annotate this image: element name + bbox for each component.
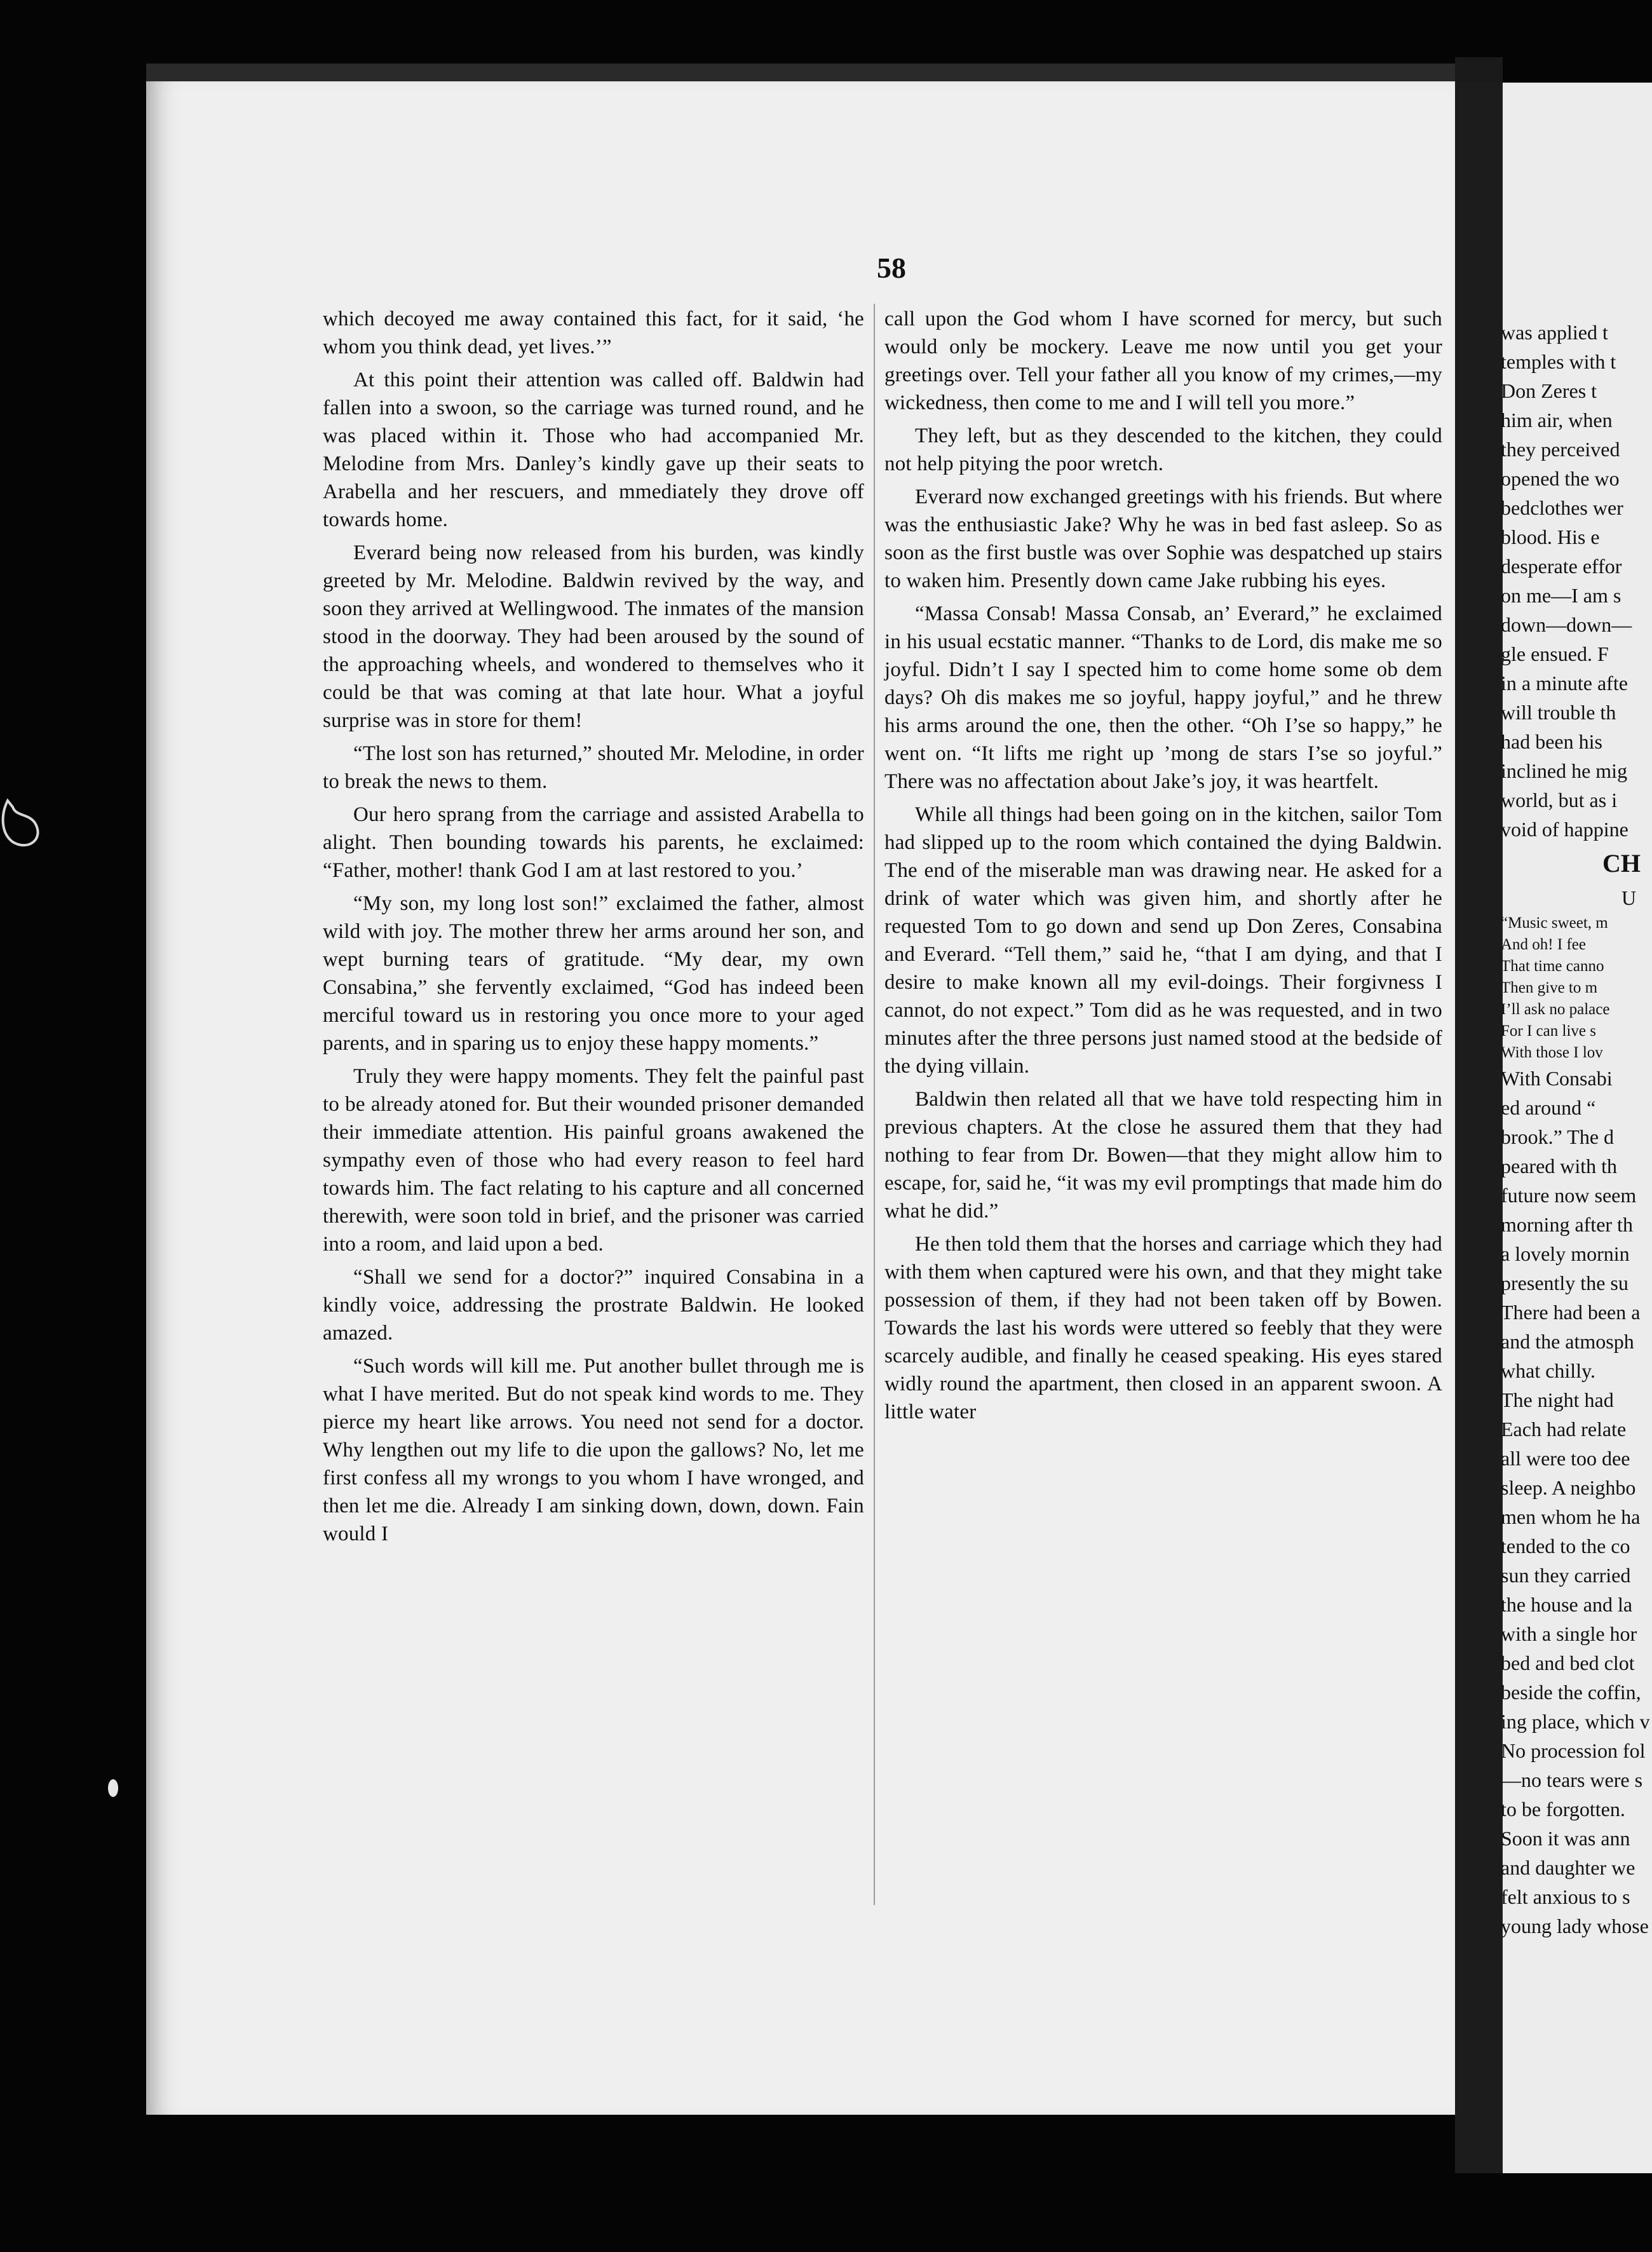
fragment-line: down—down—	[1501, 613, 1632, 636]
right-page-fragment	[1501, 318, 1652, 1941]
fragment-line: Don Zeres t	[1501, 379, 1597, 402]
paragraph: They left, but as they descended to the kitchen, they could not help pitying the poor wretch.	[884, 424, 1442, 475]
fragment-line: ing place, which v	[1501, 1710, 1650, 1733]
fragment-line: ed around “	[1501, 1096, 1596, 1119]
fragment-line: Soon it was ann	[1501, 1827, 1630, 1850]
paragraph: Truly they were happy moments. They felt the painful past to be already atoned for. But their wounded prisoner demanded their immediate attention. His painful groans awakened the sympathy even of those who had every reason to feel hard towards him. The fact relating to his capture and all concerned therewith, were soon told in brief, and the prisoner was carried into a room, and laid upon a bed.	[323, 1065, 864, 1256]
fragment-line: Each had relate	[1501, 1418, 1627, 1441]
fragment-line: opened the wo	[1501, 467, 1620, 490]
fragment-line: tended to the co	[1501, 1535, 1630, 1557]
fragment-line: men whom he ha	[1501, 1505, 1641, 1528]
paragraph: call upon the God whom I have scorned for mercy, but such would only be mockery. Leave me now until you get your greetings over. Tell your father all you know of my crimes,—my wickedness, then come to me and I will tell you more.”	[884, 308, 1442, 414]
verse-line: That time canno	[1501, 958, 1604, 975]
paragraph: “My son, my long lost son!” exclaimed the father, almost wild with joy. The mother threw her arms around her son, and wept burning tears of gratitude. “My dear, my own Consabina,” she fervently exclaimed, “God has indeed been merciful toward us in restoring you once more to your aged parents, and in sparing us to enjoy these happy moments.”	[323, 892, 864, 1055]
fragment-line: morning after th	[1501, 1213, 1633, 1236]
fragment-line: in a minute afte	[1501, 672, 1628, 695]
fragment-line: and the atmosph	[1501, 1330, 1634, 1353]
verse-line: And oh! I fee	[1501, 936, 1586, 953]
fragment-line: to be forgotten.	[1501, 1798, 1625, 1821]
speck	[108, 1779, 118, 1797]
fragment-line: inclined he mig	[1501, 759, 1628, 782]
fragment-line: will trouble th	[1501, 701, 1616, 724]
fragment-line: void of happine	[1501, 818, 1628, 841]
fragment-line: The night had	[1501, 1388, 1614, 1411]
text-column-middle	[884, 305, 1442, 1426]
fragment-line: sun they carried	[1501, 1564, 1631, 1587]
fragment-line: There had been a	[1501, 1301, 1641, 1324]
fragment-line: with a single hor	[1501, 1622, 1637, 1645]
chapter-subheading: U	[1622, 886, 1637, 909]
fragment-line: had been his	[1501, 730, 1602, 753]
column-rule	[874, 304, 875, 1905]
fragment-line: sleep. A neighbo	[1501, 1476, 1636, 1499]
paragraph: At this point their attention was called off. Baldwin had fallen into a swoon, so the carriage was turned round, and he was placed within it. Those who had accompanied Mr. Melodine from Mrs. Danley’s kindly gave up their seats to Arabella and her rescuers, and mmediately they drove off towards home.	[323, 369, 864, 531]
fragment-line: and daughter we	[1501, 1856, 1635, 1879]
verse-line: For I can live s	[1501, 1022, 1596, 1040]
paragraph: “Shall we send for a doctor?” inquired Consabina in a kindly voice, addressing the prostrate Baldwin. He looked amazed.	[323, 1266, 864, 1345]
fragment-line: blood. His e	[1501, 526, 1600, 548]
fragment-line: young lady whose	[1501, 1915, 1649, 1937]
fragment-line: presently the su	[1501, 1272, 1628, 1294]
paragraph: Baldwin then related all that we have told respecting him in previous chapters. At the close he assured them that they had nothing to fear from Dr. Bowen—that they might allow him to escape, for, said he, “it was my evil promptings that made him do what he did.”	[884, 1088, 1442, 1223]
paragraph: which decoyed me away contained this fact, for it said, ‘he whom you think dead, yet lives.’”	[323, 308, 864, 358]
paragraph: He then told them that the horses and carriage which they had with them when captured were his own, and that they might take possession of them, if they had not been taken off by Bowen. Towards the last his words were uttered so feebly that they were scarcely audible, and finally he ceased speaking. His eyes stared widly round the apartment, then closed in an apparent swoon. A little water	[884, 1233, 1442, 1423]
fragment-line: brook.” The d	[1501, 1125, 1615, 1148]
fragment-line: No procession fol	[1501, 1739, 1646, 1762]
fragment-line: a lovely mornin	[1501, 1242, 1630, 1265]
margin-pencil-mark	[0, 794, 51, 851]
page-fold	[1455, 83, 1503, 2173]
paragraph: “The lost son has returned,” shouted Mr. Melodine, in order to break the news to them.	[323, 742, 864, 793]
verse-line: “Music sweet, m	[1501, 914, 1608, 932]
fragment-line: —no tears were s	[1501, 1768, 1643, 1791]
fragment-line: they perceived	[1501, 438, 1620, 461]
fragment-line: was applied t	[1501, 321, 1608, 344]
text-column-left	[323, 305, 864, 1548]
fragment-line: him air, when	[1501, 409, 1613, 431]
fragment-line: future now seem	[1501, 1184, 1637, 1207]
paragraph: “Such words will kill me. Put another bullet through me is what I have merited. But do not speak kind words to me. They pierce my heart like arrows. You need not send for a doctor. Why lengthen out my life to die upon the gallows? No, let me first confess all my wrongs to you whom I have wronged, and then let me die. Already I am sinking down, down, down. Fain would I	[323, 1355, 864, 1545]
fragment-line: gle ensued. F	[1501, 642, 1609, 665]
fragment-line: bed and bed clot	[1501, 1652, 1635, 1674]
paragraph: Everard being now released from his burden, was kindly greeted by Mr. Melodine. Baldwin revived by the way, and soon they arrived at Wellingwood. The inmates of the mansion stood in the doorway. They had been aroused by the sound of the approaching wheels, and wondered to themselves who it could be that was coming at that late hour. What a joyful surprise was in store for them!	[323, 541, 864, 732]
verse-line: Then give to m	[1501, 979, 1598, 996]
paragraph: While all things had been going on in the kitchen, sailor Tom had slipped up to the room which contained the dying Baldwin. The end of the miserable man was drawing near. He asked for a drink of water which was given him, and shortly after he requested Tom to go down and send up Don Zeres, Consabina and Everard. “Tell them,” said he, “that I am dying, and that I desire to make known all my evil-doings. Their forgivness I cannot, do not expect.” Tom did as he was requested, and in two minutes after the three persons just named stood at the bedside of the dying villain.	[884, 803, 1442, 1078]
fragment-line: the house and la	[1501, 1593, 1633, 1616]
page-number: 58	[877, 252, 906, 284]
fragment-line: beside the coffin,	[1501, 1681, 1641, 1704]
chapter-heading: CH	[1602, 849, 1641, 878]
paragraph: Our hero sprang from the carriage and assisted Arabella to alight. Then bounding towards his parents, he exclaimed: “Father, mother! thank God I am at last restored to you.’	[323, 803, 864, 882]
fragment-line: felt anxious to s	[1501, 1885, 1630, 1908]
fragment-line: what chilly.	[1501, 1359, 1595, 1382]
paragraph: “Massa Consab! Massa Consab, an’ Everard,” he exclaimed in his usual ecstatic manner. “Thanks to de Lord, dis make me so joyful. Didn’t I say I spected him to come home some ob dem days? Oh dis makes me so joyful, happy joyful,” and he threw his arms around the one, then the other. “Oh I’se so happy,” he went on. “It lifts me right up ’mong de stars I’se so joyful.” There was no affectation about Jake’s joy, it was heartfelt.	[884, 602, 1442, 793]
fragment-line: With Consabi	[1501, 1067, 1613, 1090]
fragment-line: all were too dee	[1501, 1447, 1630, 1470]
verse-line: I’ll ask no palace	[1501, 1001, 1610, 1018]
verse-line: With those I lov	[1501, 1044, 1603, 1061]
fragment-line: bedclothes wer	[1501, 496, 1623, 519]
fragment-line: peared with th	[1501, 1155, 1618, 1177]
paragraph: Everard now exchanged greetings with his friends. But where was the enthusiastic Jake? Why he was in bed fast asleep. So as soon as the first bustle was over Sophie was despatched up stairs to waken him. Presently down came Jake rubbing his eyes.	[884, 485, 1442, 592]
fragment-line: on me—I am s	[1501, 584, 1622, 607]
fragment-line: world, but as i	[1501, 789, 1618, 811]
fragment-line: desperate effor	[1501, 555, 1622, 578]
fragment-line: temples with t	[1501, 350, 1616, 373]
